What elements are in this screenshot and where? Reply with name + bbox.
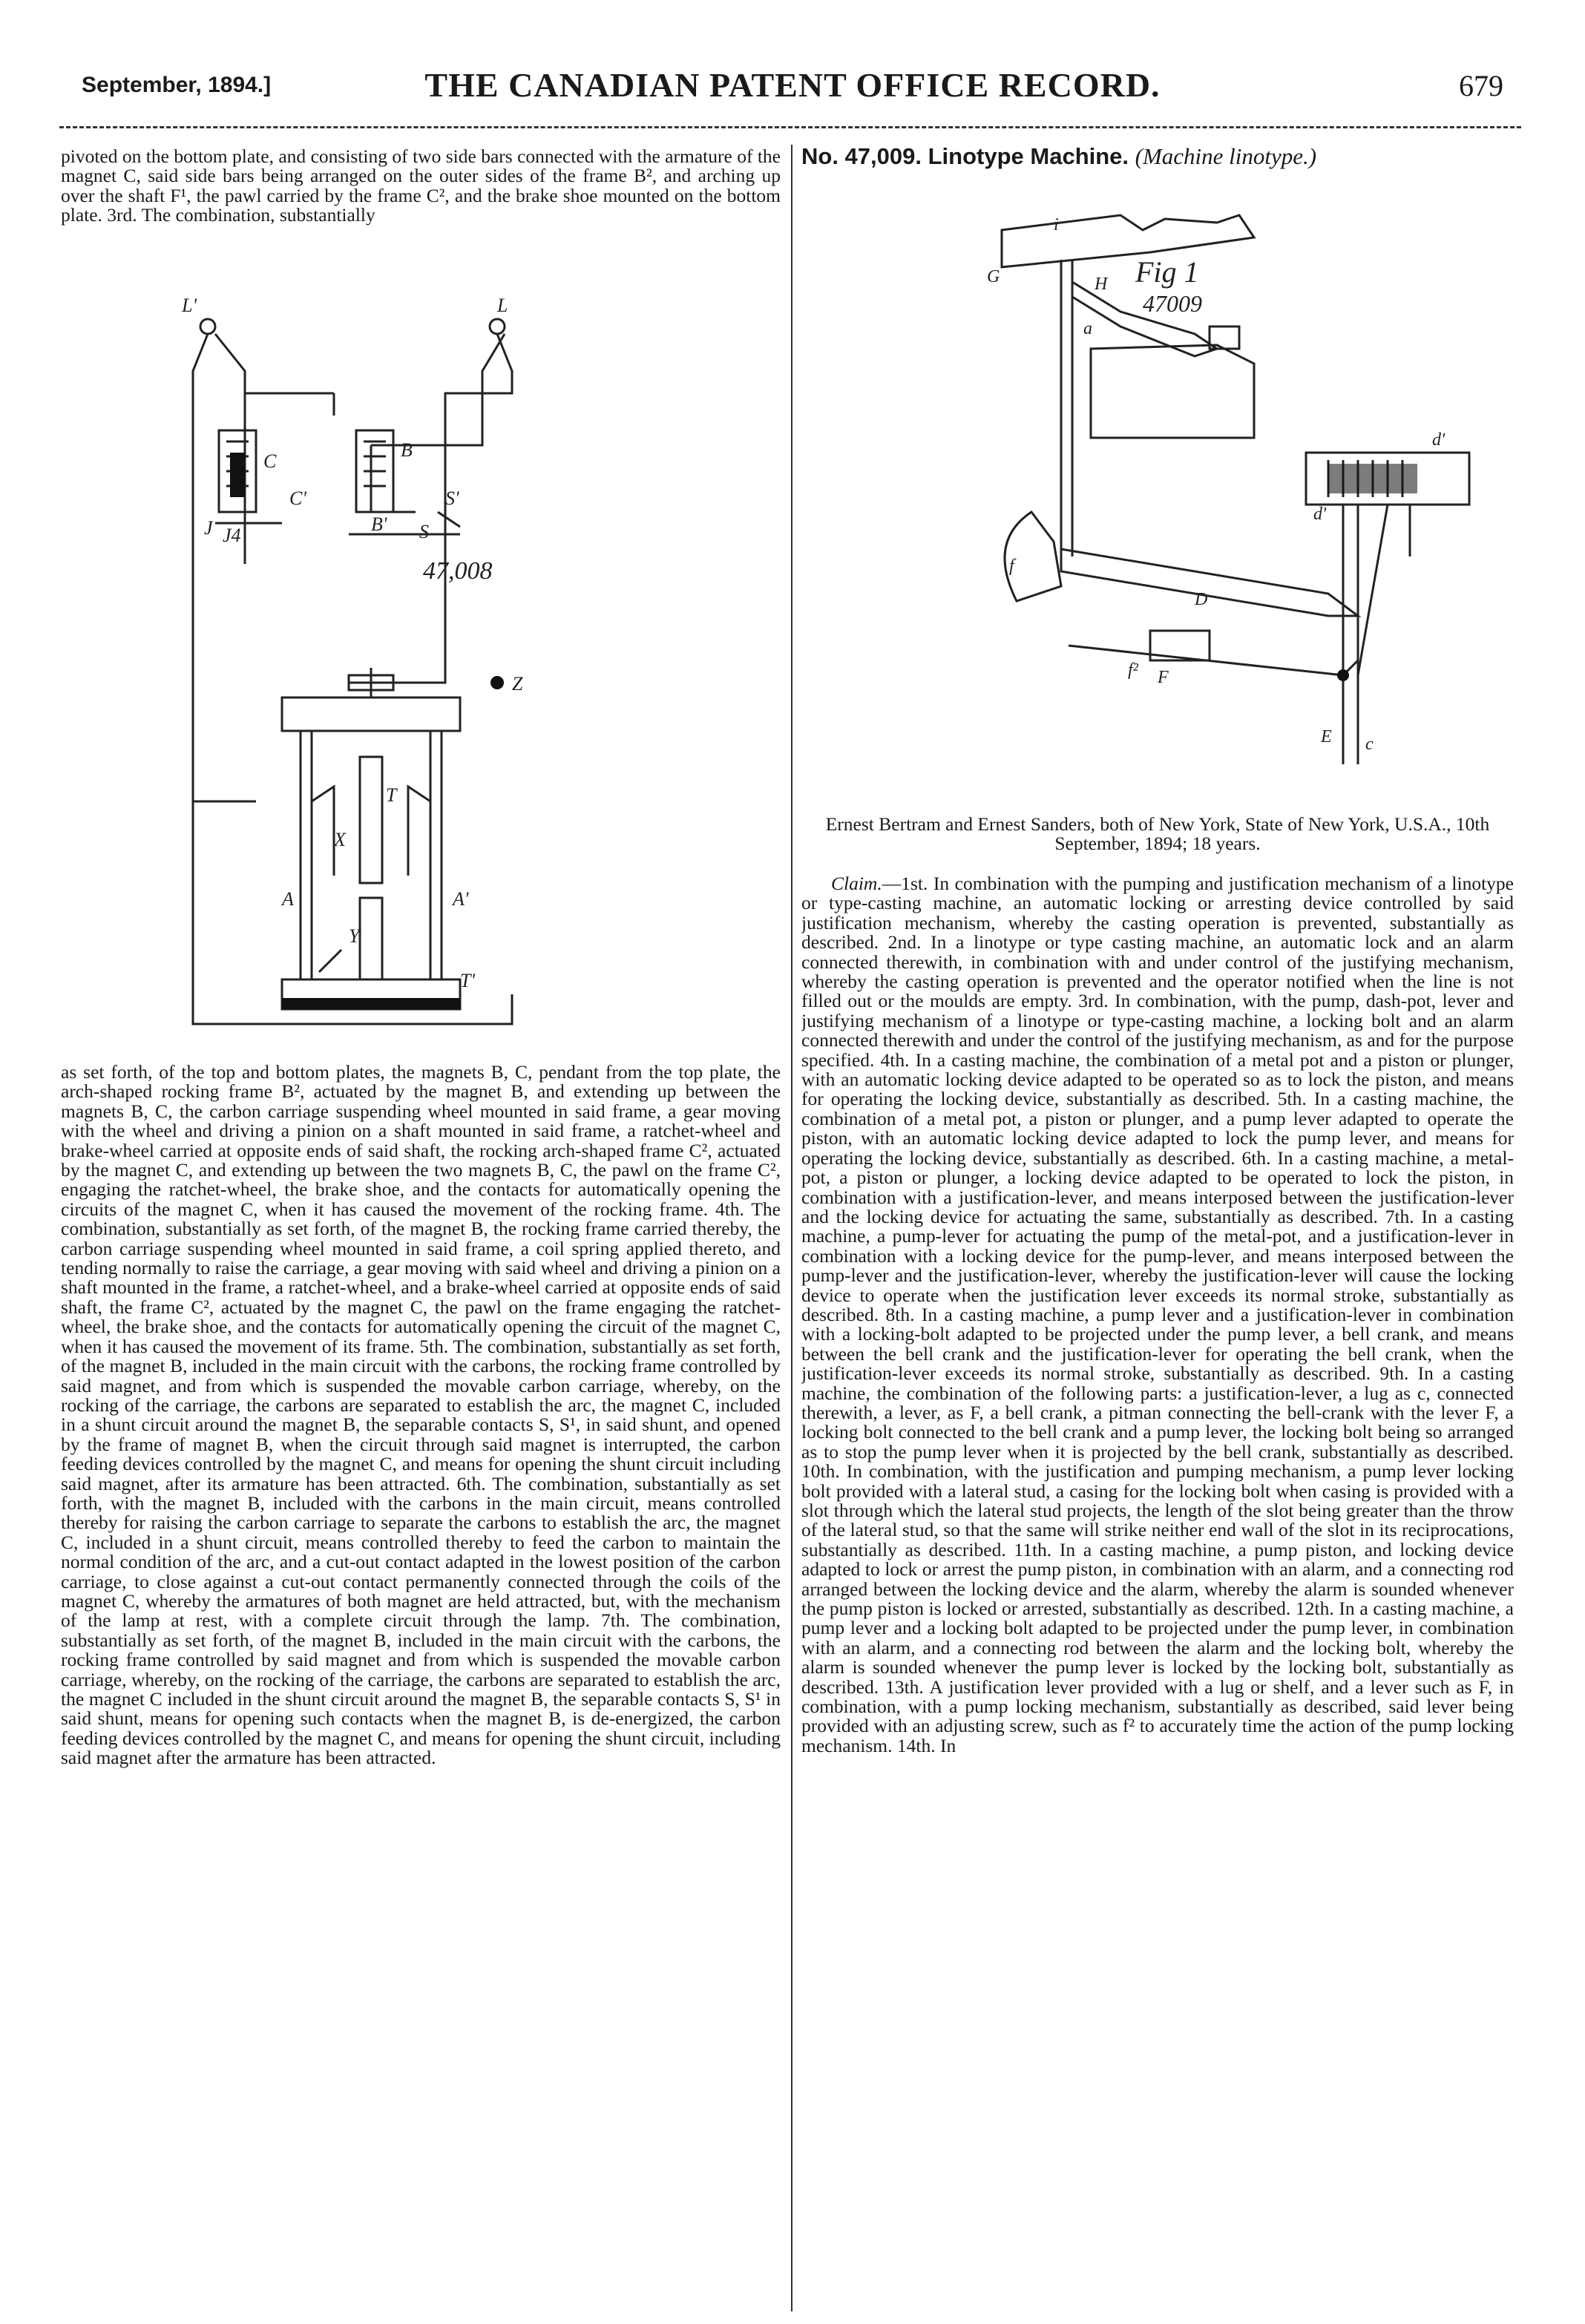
label-D: D: [1195, 590, 1208, 609]
label-Tprime: T': [460, 970, 476, 991]
arc-lamp-drawing: [111, 282, 557, 1039]
label-H: H: [1095, 275, 1108, 294]
claim-body: —1st. In combination with the pumping and justification mechanism of a linotype or type-casting machine, an automatic locking or arresting device controlled by said justification mechanism, whereby the casting operation is prevented, substantially as described. 2nd. In a linotype or type casting machine, an automatic lock and an alarm connected therewith, in combination with and under control of the justifying mechanism, whereby the casting operation is prevented and the operator notified when the line is not filled out or the moulds are empty. 3rd. In combination, with the pump, dash-pot, lever and justifying mechanism of a linotype or type-casting machine, a locking bolt and an alarm connected therewith and under the control of the justifying mechanism, as and for the purpose specified. 4th. In a casting machine, the combination of a metal pot and a piston or plunger, with an automatic locking device adapted to be operated so as to lock the piston, and means for operating the locking device, substantially as described. 5th. In a casting machine, the combination of a metal pot, a piston or plunger, and a pump lever adapted to operate the piston, with an automatic locking device adapted to lock the pump lever, and means for operating the locking device, substantially as described. 6th. In a casting machine, a metal-pot, a piston or plunger, a locking device adapted to be operated to lock the piston, in combination with a justification-lever, and means interposed between the justification-lever and the locking device for actuating the same, substantially as described. 7th. In a casting machine, a pump-lever for actuating the pump of the metal-pot, and a justification-lever in combination with a locking device for the pump-lever, and means interposed between the pump-lever and the justification-lever, whereby the justification-lever will cause the locking device to operate when the justification lever exceeds its normal stroke, substantially as described. 8th. In a casting machine, a pump lever and a justification-lever in combination with a locking-bolt adapted to be projected under the pump lever, a bell crank, and means between the bell crank and the justification-lever for operating the bell crank, when the justification-lever exceeds its normal stroke, substantially as described. 9th. In a casting machine, the combination of the following parts: a justification-lever, a lug as c, connected therewith, a lever, as F, a bell crank, a pitman connecting the bell-crank with the lever F, a locking bolt connected to the bell crank and a pump lever, the locking bolt being so arranged as to stop the pump lever when it is projected by the bell crank, substantially as described. 10th. In combination, with the justification and pumping mechanism, a pump lever locking bolt provided with a lateral stud, a casing for the locking bolt when casing is provided with a slot through which the lateral stud projects, the length of the slot being greater than the throw of the lateral stud, so that the same will strike neither end wall of the slot in its reciprocations, substantially as described. 11th. In a casting machine, a pump piston, and locking device adapted to lock or arrest the pump piston, in combination with an alarm, and a connecting rod arranged between the locking device and the alarm, whereby the alarm is sounded whenever the pump piston is locked or arrested, substantially as described. 12th. In a casting machine, a pump lever and a locking bolt adapted to be projected under the pump lever, in combination with an alarm, and a connecting rod between the alarm and the locking bolt, whereby the alarm is sounded whenever the pump lever is locked by the locking bolt, substantially as described. 13th. A justification lever provided with a lug or shelf, and a lever such as F, in combination, with a pump locking mechanism, substantially as described, said lever being provided with an adjusting screw, such as f² to accurately time the action of the pump locking mechanism. 14th. In: [801, 874, 1514, 1756]
label-f: f: [1009, 557, 1014, 576]
label-a: a: [1083, 319, 1092, 338]
left-top-paragraph: pivoted on the bottom plate, and consisting of two side bars connected with the armature of the magnet C, said side bars being arranged on the outer sides of the frame B², and arching up over the shaft F¹, the pawl carried by the frame C², and the brake shoe mounted on the bottom plate. 3rd. The combination, substantially: [61, 145, 781, 226]
figure-number-47009: 47009: [1143, 290, 1202, 317]
label-F: F: [1158, 668, 1169, 687]
label-L2: L: [497, 295, 508, 316]
header-rule: [59, 126, 1521, 128]
label-J: J: [204, 517, 213, 539]
patent-heading: [801, 143, 1585, 169]
figure-caption: Fig 1: [1135, 255, 1199, 289]
label-Z: Z: [512, 673, 523, 695]
label-c: c: [1365, 735, 1374, 754]
label-E: E: [1321, 727, 1332, 746]
label-G: G: [987, 267, 1000, 286]
label-B: B: [401, 439, 413, 461]
label-Sprime: S': [445, 488, 459, 509]
claim-label: Claim.: [831, 874, 882, 894]
patent-number: No. 47,009.: [801, 143, 922, 169]
inventors-line: [801, 815, 1514, 854]
label-Bprime: B': [371, 513, 387, 535]
linotype-figure: [972, 200, 1536, 794]
left-column-top-text: [61, 147, 781, 226]
label-L1: L': [182, 295, 197, 316]
label-X: X: [334, 829, 346, 850]
label-i: i: [1054, 215, 1059, 234]
claims-text: [801, 874, 1514, 2302]
figure-number-47008: 47,008: [423, 557, 493, 585]
label-d1: d': [1432, 430, 1445, 450]
label-C: C: [263, 450, 277, 472]
label-S: S: [419, 521, 429, 542]
label-T: T: [386, 784, 397, 806]
label-J4: J4: [223, 525, 241, 546]
arc-lamp-figure: [111, 282, 557, 1039]
header-date: September, 1894.]: [82, 73, 272, 97]
patent-title-line: [801, 143, 1585, 169]
left-column-bottom-text: [61, 1063, 781, 2302]
patent-name-french: (Machine linotype.): [1135, 143, 1317, 169]
label-f2: f²: [1128, 660, 1138, 680]
label-Aprime: A': [453, 888, 469, 910]
claims-paragraph: [801, 874, 1514, 1756]
header-title: THE CANADIAN PATENT OFFICE RECORD.: [424, 66, 1161, 104]
page-number: 679: [1459, 69, 1503, 102]
label-Cprime: C': [289, 488, 306, 509]
column-divider: [791, 145, 792, 2311]
label-Y: Y: [349, 925, 360, 947]
left-bottom-paragraph: as set forth, of the top and bottom plates, the magnets B, C, pendant from the top plate, the arch-shaped rocking frame B², actuated by the magnet B, and extending up between the magnets B, C, the carbon carriage suspending wheel mounted in said frame, a gear moving with the wheel and driving a pinion on a shaft mounted in said frame, a ratchet-wheel and brake-wheel carried at opposite ends of said shaft, the rocking arch-shaped frame C², actuated by the magnet C, and extending up between the two magnets B, C, the pawl on the frame C², engaging the ratchet-wheel, the brake shoe, and the contacts for automatically opening the circuits of the magnet C, when it has caused the movement of the rocking frame. 4th. The combination, substantially as set forth, of the magnet B, the rocking frame carried thereby, the carbon carriage suspending wheel mounted in said frame, a coil spring applied thereto, and tending normally to raise the carriage, a gear moving with said wheel and driving a pinion on a shaft mounted in the frame, a ratchet-wheel, and a brake-wheel carried at opposite ends of said shaft, the frame C², actuated by the magnet C, the pawl on the frame engaging the ratchet-wheel, the brake shoe, and the contacts for automatically opening the circuit of the magnet C, when it has caused the movement of its frame. 5th. The combination, substantially as set forth, of the magnet B, included in the main circuit with the carbons, the rocking frame controlled by said magnet, and from which is suspended the movable carbon carriage, whereby, on the rocking of the carriage, the carbons are separated to establish the arc, the magnet C, included in a shunt circuit around the magnet B, the separable contacts S, S¹, in said shunt, and opened by the frame of magnet B, when the circuit through said magnet is interrupted, the carbon feeding devices controlled by the magnet C, and means for opening the shunt circuit including said magnet, after its armature has been attracted. 6th. The combination, substantially as set forth, with the magnet B, included with the carbons in the main circuit, means controlled thereby for raising the carbon carriage to separate the carbons to establish the arc, the magnet C, included in a shunt circuit, means controlled thereby to feed the carbon to maintain the normal condition of the arc, and a cut-out contact adapted in the lowest position of the carbon carriage, to close against a cut-out contact permanently connected through the coils of the magnet C, whereby the armatures of both magnet are held attracted, but, with the mechanism of the lamp at rest, with a complete circuit through the lamp. 7th. The combination, substantially as set forth, of the magnet B, included in the main circuit with the carbons, the rocking frame controlled by said magnet and from which is suspended the movable carbon carriage, whereby, on the rocking of the carriage, the carbons are separated to establish the arc, the magnet C included in the shunt circuit around the magnet B, the separable contacts S, S¹ in said shunt, means for opening such contacts when the magnet B, is de-energized, the carbon feeding devices controlled by the magnet C, and means for opening the shunt circuit, including said magnet after the armature has been attracted.: [61, 1063, 781, 1769]
patent-name: Linotype Machine.: [928, 143, 1129, 169]
linotype-drawing: [972, 200, 1536, 794]
label-A: A: [282, 888, 294, 910]
page-header: [82, 65, 1503, 110]
inventors-text: Ernest Bertram and Ernest Sanders, both of New York, State of New York, U.S.A., 10th September, 1894; 18 years.: [825, 813, 1490, 855]
label-d2: d': [1313, 505, 1327, 524]
